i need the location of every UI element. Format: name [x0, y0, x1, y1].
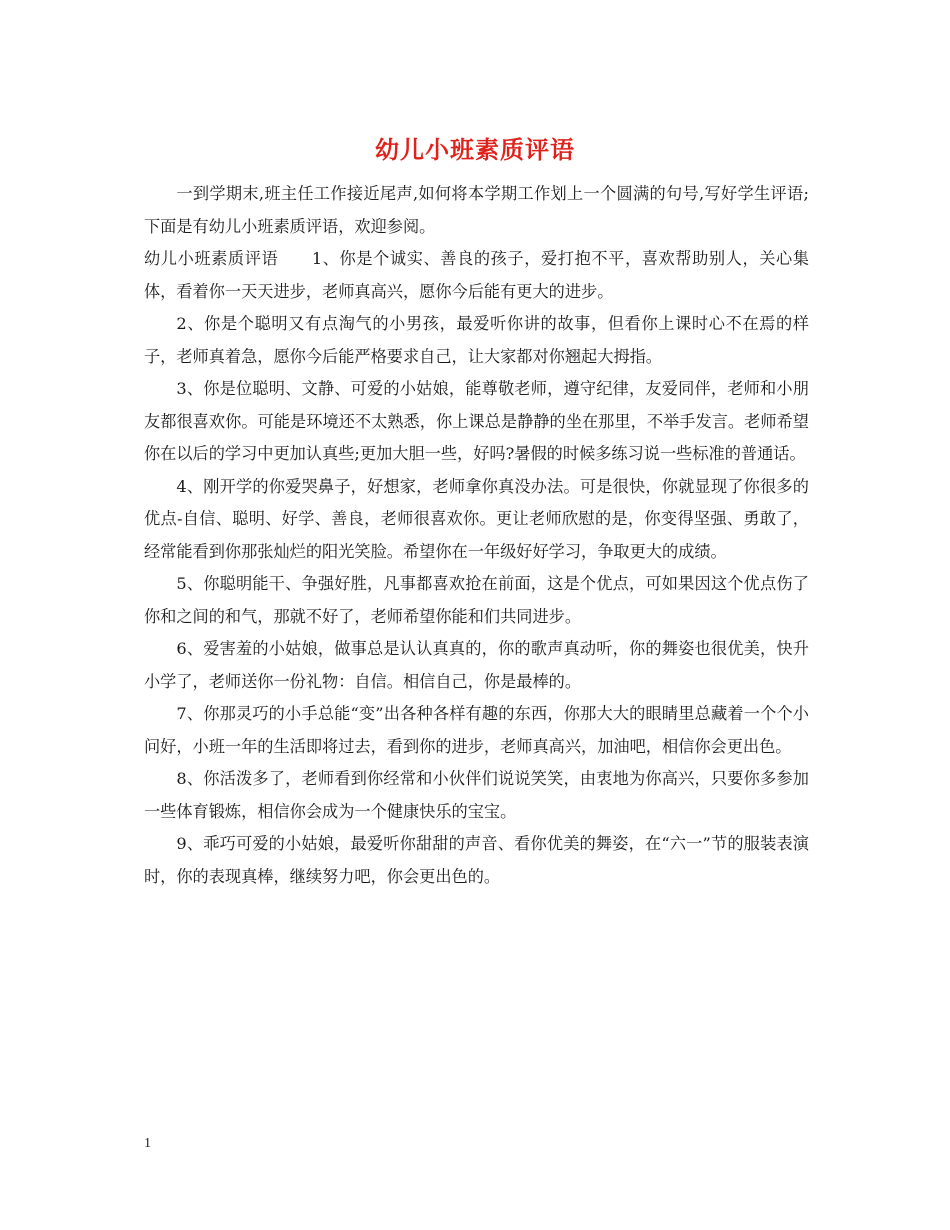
comment-paragraph-1: 幼儿小班素质评语 1、你是个诚实、善良的孩子，爱打抱不平，喜欢帮助别人，关心集体，看着你一天天进步，老师真高兴，愿你今后能有更大的进步。	[144, 249, 809, 301]
document-title: 幼儿小班素质评语	[375, 135, 575, 164]
page-number: 1	[144, 1136, 151, 1151]
comment-paragraph-6: 6、爱害羞的小姑娘，做事总是认认真真的，你的歌声真动听，你的舞姿也很优美，快升小学了，老师送你一份礼物：自信。相信自己，你是最棒的。	[144, 639, 809, 691]
comment-paragraph-4: 4、刚开学的你爱哭鼻子，好想家，老师拿你真没办法。可是很快，你就显现了你很多的优点-自信、聪明、好学、善良，老师很喜欢你。更让老师欣慰的是，你变得坚强、勇敢了，经常能看到你那张灿烂的阳光笑脸。希望你在一年级好好学习，争取更大的成绩。	[144, 476, 809, 561]
comment-paragraph-8: 8、你活泼多了，老师看到你经常和小伙伴们说说笑笑，由衷地为你高兴，只要你多参加一些体育锻炼，相信你会成为一个健康快乐的宝宝。	[144, 769, 809, 821]
comment-paragraph-9: 9、乖巧可爱的小姑娘，最爱听你甜甜的声音、看你优美的舞姿，在“六一”节的服装表演时，你的表现真棒，继续努力吧，你会更出色的。	[144, 834, 809, 886]
comment-paragraph-2: 2、你是个聪明又有点淘气的小男孩，最爱听你讲的故事，但看你上课时心不在焉的样子，老师真着急，愿你今后能严格要求自己，让大家都对你翘起大拇指。	[144, 314, 809, 366]
intro-paragraph: 一到学期末,班主任工作接近尾声,如何将本学期工作划上一个圆满的句号,写好学生评语;下面是有幼儿小班素质评语，欢迎参阅。	[144, 184, 809, 236]
comment-paragraph-3: 3、你是位聪明、文静、可爱的小姑娘，能尊敬老师，遵守纪律，友爱同伴，老师和小朋友都很喜欢你。可能是环境还不太熟悉，你上课总是静静的坐在那里，不举手发言。老师希望你在以后的学习中更加认真些;更加大胆一些，好吗?暑假的时候多练习说一些标准的普通话。	[144, 379, 809, 463]
comment-paragraph-7: 7、你那灵巧的小手总能“变”出各种各样有趣的东西，你那大大的眼睛里总藏着一个个小问好，小班一年的生活即将过去，看到你的进步，老师真高兴，加油吧，相信你会更出色。	[144, 704, 809, 756]
comment-paragraph-5: 5、你聪明能干、争强好胜，凡事都喜欢抢在前面，这是个优点，可如果因这个优点伤了你和之间的和气，那就不好了，老师希望你能和们共同进步。	[144, 574, 809, 626]
document-body	[144, 178, 809, 893]
